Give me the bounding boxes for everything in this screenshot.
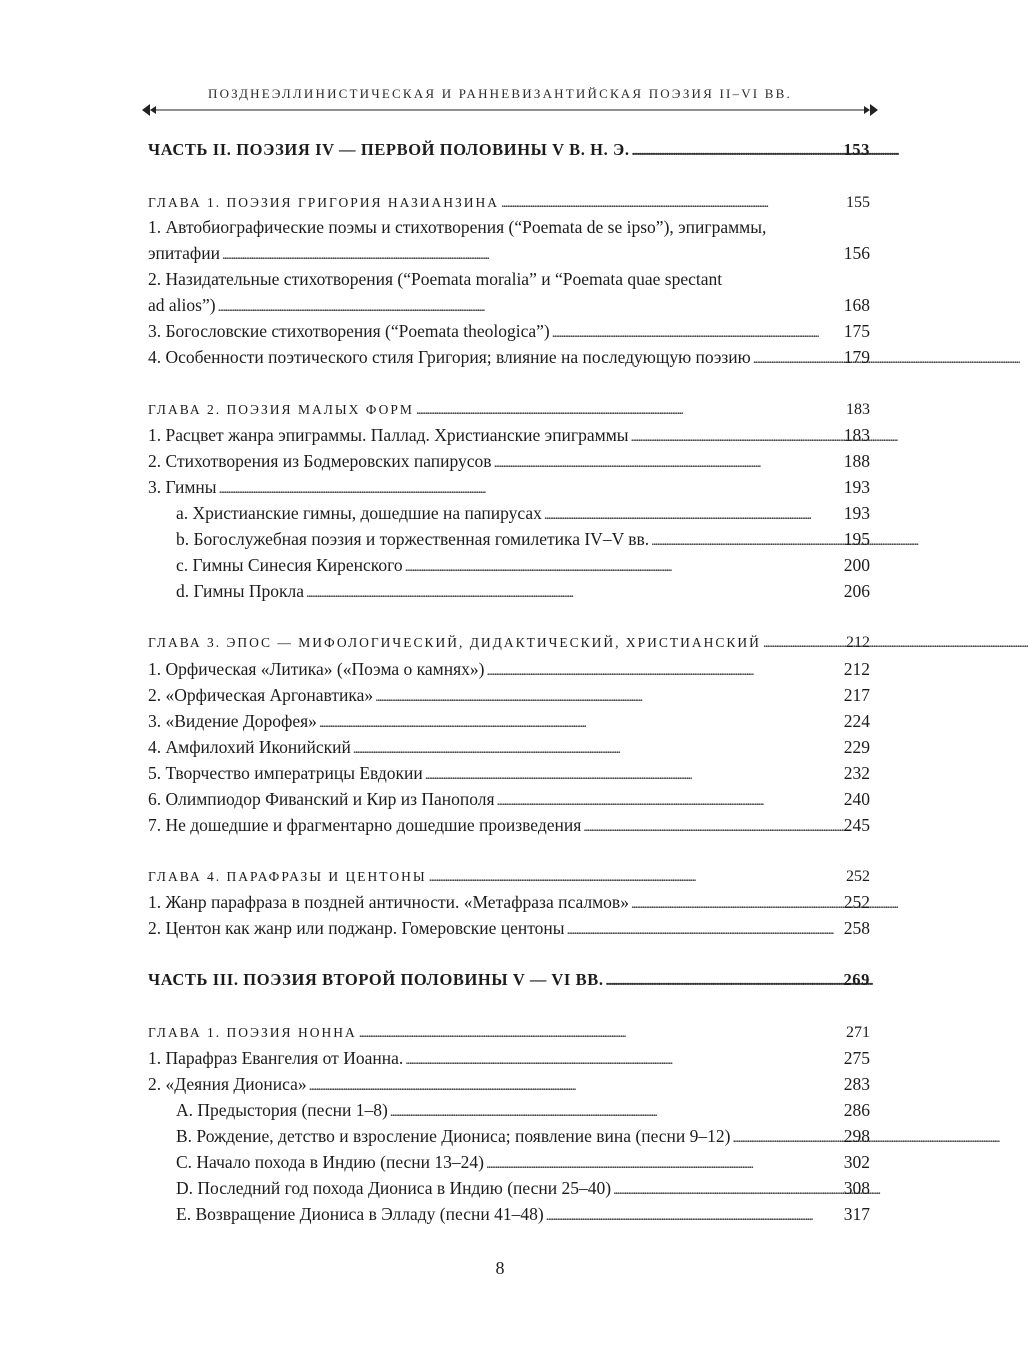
toc-chapter-3[interactable]	[148, 632, 870, 655]
toc-entry-page: 240	[843, 789, 870, 809]
toc-entry[interactable]	[148, 450, 870, 475]
toc-entry-page: 168	[843, 295, 870, 315]
toc-entry-title: 2. «Орфическая Аргонавтика»	[148, 685, 374, 705]
toc-entry-title: ad alios”)	[148, 295, 216, 315]
toc-entry[interactable]	[148, 1073, 870, 1098]
toc-entry-page: 188	[843, 451, 870, 471]
toc-entry[interactable]	[148, 242, 870, 267]
toc-entry[interactable]	[148, 294, 870, 319]
toc-entry-page: 252	[846, 868, 870, 885]
toc-entry-page: 229	[843, 737, 870, 757]
toc-entry-title: ГЛАВА 1. ПОЭЗИЯ НОННА	[148, 1025, 357, 1040]
toc-entry-title: 3. Богословские стихотворения (“Poemata theologica”)	[148, 321, 550, 341]
toc-entry-title: 7. Не дошедшие и фрагментарно дошедшие произведения	[148, 815, 582, 835]
toc-chapter-2[interactable]	[148, 399, 870, 422]
toc-entry-page: 275	[843, 1048, 870, 1068]
toc-entry-page: 269	[843, 970, 870, 989]
toc-part-2[interactable]	[148, 139, 870, 163]
toc-entry[interactable]	[148, 1047, 870, 1072]
toc-entry[interactable]	[148, 424, 870, 449]
toc-subentry[interactable]	[176, 1151, 870, 1176]
toc-part-3[interactable]	[148, 969, 870, 993]
toc-entry-page: 308	[843, 1178, 870, 1198]
toc-entry-page: 179	[843, 347, 870, 367]
toc-entry[interactable]	[148, 891, 870, 916]
toc-entry-title: 5. Творчество императрицы Евдокии	[148, 763, 423, 783]
toc-entry[interactable]	[148, 658, 870, 683]
toc-entry[interactable]	[148, 788, 870, 813]
toc-entry-page: 283	[843, 1074, 870, 1094]
toc-entry-title: 1. Парафраз Евангелия от Иоанна.	[148, 1048, 404, 1068]
toc-entry-page: 206	[843, 581, 870, 601]
toc-entry-page: 200	[843, 555, 870, 575]
toc-entry-title: 3. «Видение Дорофея»	[148, 711, 317, 731]
toc-entry-page: 286	[843, 1100, 870, 1120]
toc-entry-page: 212	[843, 659, 870, 679]
toc-entry-page: 258	[843, 918, 870, 938]
toc-entry-page: 217	[843, 685, 870, 705]
toc-entry-title: 2. Центон как жанр или поджанр. Гомеровские центоны	[148, 918, 565, 938]
toc-entry-page: 195	[843, 529, 870, 549]
toc-subentry[interactable]	[176, 1203, 870, 1228]
running-head: ПОЗДНЕЭЛЛИНИСТИЧЕСКАЯ И РАННЕВИЗАНТИЙСКАЯ ПОЭЗИЯ II–VI ВВ.	[208, 86, 792, 101]
toc-entry[interactable]	[148, 710, 870, 735]
toc-entry-title: 1. Жанр парафраза в поздней античности. «Метафраза псалмов»	[148, 892, 629, 912]
toc-entry-page: 156	[843, 243, 870, 263]
toc-entry-title: C. Начало похода в Индию (песни 13–24)	[176, 1152, 484, 1172]
header-rule-ornament	[140, 100, 880, 120]
toc-entry-page: 155	[846, 194, 870, 211]
toc-entry-page: 298	[843, 1126, 870, 1146]
toc-entry[interactable]	[148, 814, 870, 839]
toc-entry-page: 224	[843, 711, 870, 731]
toc-entry[interactable]	[148, 476, 870, 501]
toc-entry-title: 4. Особенности поэтического стиля Григория; влияние на последующую поэзию	[148, 347, 751, 367]
toc-entry-page: 232	[843, 763, 870, 783]
toc-entry-page: 252	[843, 892, 870, 912]
toc-entry-title: 2. «Деяния Диониса»	[148, 1074, 307, 1094]
toc-entry[interactable]	[148, 917, 870, 942]
toc-chapter-1[interactable]	[148, 192, 870, 215]
toc-entry-title: эпитафии	[148, 243, 220, 263]
toc-entry-page: 175	[843, 321, 870, 341]
toc-entry-title: 1. Орфическая «Литика» («Поэма о камнях»)	[148, 659, 485, 679]
toc-entry-title: ЧАСТЬ III. ПОЭЗИЯ ВТОРОЙ ПОЛОВИНЫ V — VI ВВ.	[148, 970, 604, 989]
toc-entry[interactable]	[148, 268, 870, 290]
toc-entry-title: 6. Олимпиодор Фиванский и Кир из Панополя	[148, 789, 495, 809]
toc-entry-title: ЧАСТЬ II. ПОЭЗИЯ IV — ПЕРВОЙ ПОЛОВИНЫ V В. Н. Э.	[148, 140, 630, 159]
toc-entry-title: ГЛАВА 2. ПОЭЗИЯ МАЛЫХ ФОРМ	[148, 402, 414, 417]
toc-entry[interactable]	[148, 216, 870, 238]
toc-entry-title: A. Предыстория (песни 1–8)	[176, 1100, 388, 1120]
toc-entry-title: B. Рождение, детство и взросление Диониса; появление вина (песни 9–12)	[176, 1126, 731, 1146]
toc-entry-title: ГЛАВА 3. ЭПОС — МИФОЛОГИЧЕСКИЙ, ДИДАКТИЧЕСКИЙ, ХРИСТИАНСКИЙ	[148, 635, 761, 650]
toc-entry-page: 302	[843, 1152, 870, 1172]
toc-entry-title: a. Христианские гимны, дошедшие на папирусах	[176, 503, 542, 523]
toc-entry-title: ГЛАВА 4. ПАРАФРАЗЫ И ЦЕНТОНЫ	[148, 869, 427, 884]
toc-entry-title: 2. Стихотворения из Бодмеровских папирусов	[148, 451, 492, 471]
toc-chapter-1-part-3[interactable]	[148, 1022, 870, 1045]
toc-entry-title: ГЛАВА 1. ПОЭЗИЯ ГРИГОРИЯ НАЗИАНЗИНА	[148, 195, 500, 210]
toc-entry-page: 153	[843, 140, 870, 159]
toc-entry-title: D. Последний год похода Диониса в Индию (песни 25–40)	[176, 1178, 612, 1198]
toc-entry[interactable]	[148, 684, 870, 709]
toc-entry-title: c. Гимны Синесия Киренского	[176, 555, 403, 575]
toc-entry[interactable]	[148, 762, 870, 787]
toc-chapter-4[interactable]	[148, 866, 870, 889]
toc-entry-page: 317	[843, 1204, 870, 1224]
toc-entry-page: 193	[843, 503, 870, 523]
toc-entry-page: 212	[846, 634, 870, 651]
toc-entry-title: b. Богослужебная поэзия и торжественная гомилетика IV–V вв.	[176, 529, 650, 549]
page-number: 8	[495, 1258, 505, 1278]
toc-subentry[interactable]	[176, 528, 870, 553]
toc-entry[interactable]	[148, 346, 870, 371]
toc-subentry[interactable]	[176, 502, 870, 527]
toc-subentry[interactable]	[176, 580, 870, 605]
toc-entry[interactable]	[148, 320, 870, 345]
toc-entry-title: 4. Амфилохий Иконийский	[148, 737, 351, 757]
toc-entry-page: 183	[843, 425, 870, 445]
toc-entry-page: 183	[846, 401, 870, 418]
toc-entry-page: 193	[843, 477, 870, 497]
toc-subentry[interactable]	[176, 1125, 870, 1150]
toc-entry-title: 1. Расцвет жанра эпиграммы. Паллад. Христианские эпиграммы	[148, 425, 629, 445]
toc-entry-page: 271	[846, 1024, 870, 1041]
toc-entry-title: 2. Назидательные стихотворения (“Poemata moralia” и “Poemata quae spectant	[148, 269, 723, 289]
toc-subentry[interactable]	[176, 1099, 870, 1124]
toc-entry-title: 3. Гимны	[148, 477, 217, 497]
toc-entry-title: E. Возвращение Диониса в Элладу (песни 41–48)	[176, 1204, 544, 1224]
toc-entry-title: d. Гимны Прокла	[176, 581, 305, 601]
toc-subentry[interactable]	[176, 554, 870, 579]
toc-entry[interactable]	[148, 736, 870, 761]
toc-entry-page: 245	[843, 815, 870, 835]
toc-entry-title: 1. Автобиографические поэмы и стихотворения (“Poemata de se ipso”), эпиграммы,	[148, 217, 767, 237]
toc-subentry[interactable]	[176, 1177, 870, 1202]
